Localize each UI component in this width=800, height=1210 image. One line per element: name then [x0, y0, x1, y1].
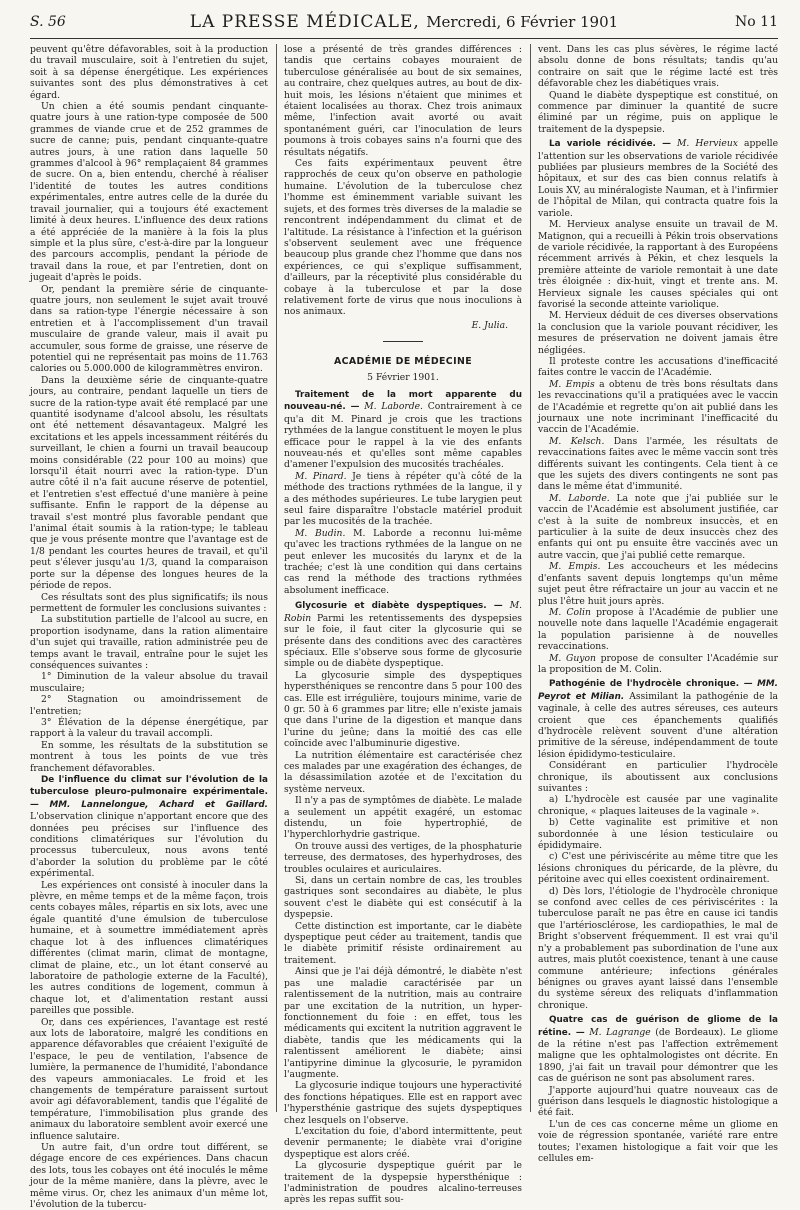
- list-item: d) Dès lors, l'étiologie de l'hydrocèle chronique se confond avec celles de ces périviscérites : la tuberculose paraît ne pas être en cause ici tandis que l'artériosclérose, les cardiopathies, le mal de Bright s'observent fréquemment. Il est vrai qu'il n'y a probablement pas subordination de l'une aux autres, mais plutôt coexistence, tenant à une cause commune antérieure; infections générales bénignes ou graves ayant laissé dans l'ensemble du système séreux des reliquats d'inflammation chronique.: [538, 885, 778, 1011]
- column-divider: [276, 44, 277, 1112]
- list-item: c) C'est une périviscérite au même titre que les lésions chroniques du péricarde, de la plèvre, du péritoine avec qui elles coexistent ordinairement.: [538, 851, 778, 886]
- article-title: Glycosurie et diabète dyspeptiques. —: [295, 601, 503, 612]
- issue-number: No 11: [735, 14, 778, 30]
- paragraph: Un autre fait, d'un ordre tout différent, se dégage encore de ces expériences. Dans chacun des lots, tous les cobayes ont été inoculés le même jour de la même manière, dans la plèvre, avec le même virus. Or, chez les animaux d'un même lot, l'évolution de la tubercu-: [30, 1142, 268, 1210]
- paragraph: M. Hervieux déduit de ces diverses observations la conclusion que la variole pouvant récidiver, les mesures de préservation ne doivent jamais être négligées.: [538, 310, 778, 356]
- list-item: 3° Élévation de la dépense énergétique, par rapport à la valeur du travail accompli.: [30, 716, 268, 740]
- speech: propose à l'Académie de publier une nouvelle note dans laquelle l'Académie engagerait la population parisienne à de nouvelles revaccinations.: [538, 606, 779, 653]
- article-title: Pathogénie de l'hydrocèle chronique. —: [549, 679, 753, 690]
- list-item: b) Cette vaginalite est primitive et non subordonnée à une lésion testiculaire ou épididymaire.: [538, 817, 778, 852]
- issue-date: Mercredi, 6 Février 1901: [426, 13, 619, 31]
- speaker: M. Empis: [549, 378, 595, 390]
- paragraph: [538, 436, 778, 493]
- article-heading: [538, 678, 778, 760]
- article-author: M. Hervieux: [677, 138, 738, 150]
- paragraph: vent. Dans les cas plus sévères, le régime lacté absolu donne de bons résultats; tandis qu'au contraire on sait que le régime lacté est très défavorable chez les diabétiques vrais.: [538, 44, 778, 90]
- speaker: M. Pinard.: [295, 470, 347, 482]
- paragraph: [284, 528, 522, 596]
- article-author: M. Laborde.: [364, 401, 423, 413]
- speech: a obtenu de très bons résultats dans les revaccinations qu'il a pratiquées avec le vaccin de l'Académie et regrette qu'on ait publié dans les journaux une note incriminant l'inefficacité du vaccin de l'Académie.: [538, 378, 779, 436]
- section-date: 5 Février 1901.: [367, 371, 439, 383]
- paragraph: appelle l'attention sur les observations de variole récidivée publiées par plusieurs membres de la Société des hôpitaux, et sur des cas bien connus relatifs à Louis XV, au minéralogiste Nauman, et à l'infirmier de l'hôpital de Milan, qui contracta quatre fois la variole.: [538, 138, 779, 219]
- page-header: [30, 12, 778, 34]
- speaker: M. Kelsch.: [549, 435, 605, 447]
- paragraph: Or, pendant la première série de cinquante-quatre jours, non seulement le sujet avait trouvé dans sa ration-type l'énergie nécessaire à son entretien et à l'accomplissement d'un travail musculaire de grande valeur, mais il avait pu accumuler, sous forme de graisse, une réserve de potentiel qui ne représentait pas moins de 11.763 calories ou 5.000.000 de kilogrammètres environ.: [30, 283, 268, 375]
- paragraph: La substitution partielle de l'alcool au sucre, en proportion isodyname, dans la ration alimentaire d'un sujet qui travaille, ration administrée peu de temps avant le travail, entraîne pour le sujet les conséquences suivantes :: [30, 614, 268, 671]
- paragraph: [538, 561, 778, 607]
- paragraph: La nutrition élémentaire est caractérisée chez ces malades par une exagération des échanges, de la désassimilation azotée et de l'excitation du système nerveux.: [284, 749, 522, 795]
- speech: Je tiens à répéter qu'à côté de la méthode des tractions rythmées de la langue, il y a des méthodes supérieures. Le tube larygien peut seul faire disparaître l'obstacle matériel produit par les mucosités de la trachée.: [284, 470, 522, 528]
- paragraph: Ces faits expérimentaux peuvent être rapprochés de ceux qu'on observe en pathologie humaine. L'évolution de la tuberculose chez l'homme est éminemment variable suivant les sujets, et des formes très diverses de la maladie se rencontrent indépendamment du climat et de l'altitude. La résistance à l'infection et la guérison s'observent seulement avec une fréquence beaucoup plus grande chez l'homme que dans nos expériences, ce qui s'explique suffisamment, d'ailleurs, par la réceptivité plus considérable du cobaye à la tuberculose et par la dose relativement forte de virus que nous inoculions à nos animaux.: [284, 158, 522, 318]
- article-title: Traitement de la mort apparente du nouveau-né. —: [284, 389, 522, 413]
- paragraph: [284, 471, 522, 528]
- speaker: M. Budin.: [295, 527, 346, 539]
- paragraph: La glycosurie dyspeptique guérit par le traitement de la dyspepsie hypersthénique : l'administration de poudres alcalino-terreuses après les repas suffit sou-: [284, 1160, 522, 1206]
- paragraph: Il n'y a pas de symptômes de diabète. Le malade a seulement un appétit exagéré, un estomac distendu, un foie hypertrophié, de l'hyperchlorhydrie gastrique.: [284, 795, 522, 841]
- paragraph: M. Hervieux analyse ensuite un travail de M. Matignon, qui a recueilli à Pékin trois observations de variole récidivée, la rapportant à des Européens récemment arrivés à Pékin, et chez lesquels la première atteinte de variole remontait à une date très éloignée : dix-huit, vingt et trente ans. M. Hervieux signale les causes spéciales qui ont favorisé la seconde atteinte variolique.: [538, 219, 778, 310]
- paragraph: Si, dans un certain nombre de cas, les troubles gastriques sont secondaires au diabète, le plus souvent c'est le diabète qui est consécutif à la dyspepsie.: [284, 875, 522, 921]
- paragraph: peuvent qu'être défavorables, soit à la production du travail musculaire, soit à l'entretien du sujet, soit à sa dépense énergétique. Les expériences suivantes sont des plus démonstratives à cet égard.: [30, 44, 268, 101]
- list-item: 1° Diminution de la valeur absolue du travail musculaire;: [30, 671, 268, 694]
- article-author: M. Lagrange: [589, 1026, 651, 1038]
- article-title: La variole récidivée. —: [549, 139, 671, 150]
- article-heading: [538, 1014, 778, 1084]
- speaker: M. Guyon: [549, 652, 596, 664]
- paragraph: Ces résultats sont des plus significatifs; ils nous permettent de formuler les conclusions suivantes :: [30, 591, 268, 614]
- paragraph: L'excitation du foie, d'abord intermittente, peut devenir permanente; le diabète vrai d'origine dyspeptique est alors créé.: [284, 1125, 522, 1160]
- paragraph: Ainsi que je l'ai déjà démontré, le diabète n'est pas une maladie caractérisée par un ralentissement de la nutrition, mais au contraire par une excitation de la nutrition, un hyper-fonctionnement du foie : en effet, tous les médicaments qui excitent la nutrition aggravent le diabète, tandis que les médicaments qui la ralentissent améliorent le diabète; ainsi l'antipyrine diminue la glycosurie, le pyramidon l'augmente.: [284, 966, 522, 1080]
- paragraph: [538, 493, 778, 561]
- paragraph: L'observation clinique n'apportant encore que des données peu précises sur l'influence des conditions climatériques sur l'évolution du processus tuberculeux, nous avons tenté d'aborder la solution du problème par le côté expérimental.: [30, 811, 268, 880]
- paragraph: Contrairement à ce qu'a dit M. Pinard je crois que les tractions rythmées de la langue constituent le moyen le plus efficace pour le rappel à la vie des enfants nouveau-nés et qu'elles sont même capables d'amener l'expulsion des mucosités trachéales.: [284, 401, 522, 471]
- article-heading: [538, 138, 778, 219]
- paragraph: Dans la deuxième série de cinquante-quatre jours, au contraire, pendant laquelle un tiers de sucre de la ration-type avait été remplacé par une quantité isodyname d'alcool absolu, les résultats ont été nettement désavantageux. Malgré les excitations et les appels incessamment réitérés du surveillant, le chien a fourni un travail beaucoup moins considérable (22 pour 100 au moins) que lorsqu'il était nourri avec la ration-type. D'un autre côté il n'a fait aucune réserve de potentiel, et l'entretien s'est effectué d'une manière à peine suffisante. Enfin le rapport de la dépense au travail s'est montré plus favorable pendant que l'animal était soumis à la ration-type; le tableau que je vous présente montre que l'avantage est de 1/8 pendant les courtes heures de travail, et qu'il peut s'élever jusqu'au 1/3, quand la comparaison porte sur la dépense des longues heures de la période de repos.: [30, 374, 268, 592]
- speech: M. Laborde a reconnu lui-même qu'avec les tractions rythmées de la langue on ne peut enlever les mucosités du larynx et de la trachée; c'est là une condition qui dans certains cas rend la méthode des tractions rythmées absolument inefficace.: [284, 527, 522, 596]
- article-authors: MM. Peyrot et Milian.: [538, 679, 778, 702]
- speech: La note que j'ai publiée sur le vaccin de l'Académie est absolument justifiée, car c'est à la suite de nombreux insuccès, et en particulier à la suite de deux insuccès chez des enfants qui ont pu ensuite être vaccinés avec un autre vaccin, que j'ai publié cette remarque.: [538, 492, 778, 561]
- journal-title: [30, 12, 778, 32]
- paragraph: Considérant en particulier l'hydrocèle chronique, ils aboutissent aux conclusions suivantes :: [538, 760, 778, 794]
- article-heading: [284, 389, 522, 471]
- list-item: 2° Stagnation ou amoindrissement de l'entretien;: [30, 694, 268, 717]
- article-authors: MM. Lannelongue, Achard et Gaillard.: [49, 799, 269, 810]
- speech: propose de consulter l'Académie sur la proposition de M. Colin.: [538, 652, 778, 675]
- speech: Les accoucheurs et les médecins d'enfants savent depuis longtemps qu'un même sujet peut être réfractaire un jour au vaccin et ne plus l'être huit jours après.: [538, 561, 778, 607]
- signature: E. Julia.: [471, 319, 508, 331]
- paragraph: Un chien a été soumis pendant cinquante-quatre jours à une ration-type composée de 500 grammes de viande crue et de 252 grammes de sucre de canne; puis, pendant cinquante-quatre autres jours, à une ration dans laquelle 50 grammes d'alcool à 96° remplaçaient 84 grammes de sucre. On a, bien entendu, cherché à réaliser l'identité de toutes les autres conditions expérimentales, entre autres celle de la durée du travail journalier, qui a toujours été exactement limité à deux heures. L'influence des deux rations a été appréciée de la manière à la fois la plus simple et la plus sûre, c'est-à-dire par la longueur des parcours accomplis, pendant la période de travail dans la roue, et par l'entretien, dont on jugeait d'après le poids.: [30, 101, 268, 284]
- speaker: M. Laborde.: [549, 492, 610, 504]
- column-1: [30, 44, 269, 1210]
- article-author: M. Robin: [284, 600, 523, 624]
- paragraph: lose a présenté de très grandes différences : tandis que certains cobayes mouraient de tuberculose généralisée au bout de six semaines, au contraire, chez quelques autres, au bout de dix-huit mois, les lésions n'étaient que minimes et étaient localisées au thorax. Chez trois animaux même, l'infection avait avorté ou avait spontanément guéri, car l'inoculation de leurs poumons à trois cobayes sains n'a fourni que des résultats négatifs.: [284, 44, 522, 158]
- speaker: M. Colin: [549, 606, 591, 618]
- paragraph: [538, 379, 778, 436]
- journal-name: LA PRESSE MÉDICALE,: [189, 12, 420, 32]
- column-divider: [530, 44, 531, 1112]
- paragraph: (de Bordeaux). Le gliome de la rétine n'est pas l'affection extrêmement maligne que les ophtalmologistes ont décrite. En 1890, j'ai fait un travail pour démontrer que les cas de guérison ne sont pas absolument rares.: [538, 1026, 779, 1085]
- paragraph: L'un de ces cas concerne même un gliome en voie de régression spontanée, variété rare entre toutes; l'examen histologique a fait voir que les cellules em-: [538, 1118, 778, 1164]
- section-title: ACADÉMIE DE MÉDECINE: [333, 356, 473, 368]
- page-number: S. 56: [30, 14, 66, 30]
- article-title: De l'influence du climat sur l'évolution de la tuberculose pleuro-pulmonaire expérimentale. —: [30, 775, 268, 810]
- paragraph: Cette distinction est importante, car le diabète dyspeptique peut céder au traitement, tandis que le diabète primitif résiste ordinairement au traitement.: [284, 920, 522, 966]
- paragraph: Assimilant la pathogénie de la vaginale, à celle des autres séreuses, ces auteurs croient que ces épanchements qualifiés d'hydrocèle relèvent souvent d'une altération primitive de la séreuse, indépendamment de toute lésion épididymo-testiculaire.: [538, 690, 779, 760]
- article-title: Quatre cas de guérison de gliome de la rétine. —: [538, 1015, 778, 1038]
- paragraph: On trouve aussi des vertiges, de la phosphaturie terreuse, des dermatoses, des hyperhydroses, des troubles oculaires et auriculaires.: [284, 840, 522, 875]
- paragraph: La glycosurie indique toujours une hyperactivité des fonctions hépatiques. Elle est en rapport avec l'hypersthénie gastrique des sujets dyspeptiques chez lesquels on l'observe.: [284, 1080, 522, 1126]
- article-heading: [284, 600, 522, 669]
- paragraph: Parmi les retentissements des dyspepsies sur le foie, il faut citer la glycosurie qui se présente dans des conditions avec des caractères spéciaux. Elle s'observe sous forme de glycosurie simple ou de diabète dyspeptique.: [284, 612, 523, 670]
- paragraph: Il proteste contre les accusations d'inefficacité faites contre le vaccin de l'Académie.: [538, 355, 778, 379]
- paragraph: La glycosurie simple des dyspeptiques hypersthéniques se rencontre dans 5 pour 100 des cas. Elle est irrégulière, toujours minime, varie de 0 gr. 50 à 6 grammes par litre; elle n'existe jamais que dans l'urine de la digestion et manque dans l'urine du jeûne; dans la moitié des cas elle coïncide avec l'albuminurie digestive.: [284, 669, 522, 750]
- paragraph: En somme, les résultats de la substitution se montrent à tous les points de vue très franchement défavorables.: [30, 739, 268, 774]
- article-heading: [30, 774, 268, 880]
- column-3: [538, 44, 779, 1164]
- paragraph: [538, 653, 778, 676]
- paragraph: J'apporte aujourd'hui quatre nouveaux cas de guérison dans lesquels le diagnostic histologique a été fait.: [538, 1084, 778, 1119]
- list-item: a) L'hydrocèle est causée par une vaginalite chronique, « plaques laiteuses de la vaginale ».: [538, 794, 778, 817]
- section-separator: [383, 341, 423, 342]
- paragraph: [538, 607, 778, 653]
- speech: Dans l'armée, les résultats de revaccinations faites avec le même vaccin sont très différents suivant les contingents. Cela tient à ce que les sujets des divers contingents ne sont pas dans le même état d'immunité.: [538, 435, 779, 493]
- paragraph: Les expériences ont consisté à inoculer dans la plèvre, en même temps et de la même façon, trois cents cobayes mâles, répartis en six lots, avec une égale quantité d'une émulsion de tuberculose humaine, et à soumettre immédiatement après chaque lot à des influences climatériques différentes (climat marin, climat de montagne, climat de plaine, etc., un lot étant conservé au laboratoire de pathologie externe de la Faculté), les autres conditions de logement, commun à chaque lot, et d'alimentation restant aussi pareilles que possible.: [30, 879, 268, 1017]
- header-rule: [30, 38, 778, 39]
- paragraph: Or, dans ces expériences, l'avantage est resté aux lots de laboratoire, malgré les conditions en apparence défavorables que créaient l'exiguïté de l'espace, le peu de ventilation, l'absence de lumière, la permanence de l'humidité, l'abondance des vapeurs ammoniacales. Le froid et les changements de température paraissent surtout avoir agi défavorablement, tandis que l'égalité de température, l'immobilisation plus grande des animaux du laboratoire semblent avoir exercé une influence salutaire.: [30, 1016, 268, 1142]
- paragraph: Quand le diabète dyspeptique est constitué, on commence par diminuer la quantité de sucre éliminé par un régime, puis on applique le traitement de la dyspepsie.: [538, 89, 778, 135]
- speaker: M. Empis.: [549, 561, 601, 573]
- column-2: [284, 44, 523, 1206]
